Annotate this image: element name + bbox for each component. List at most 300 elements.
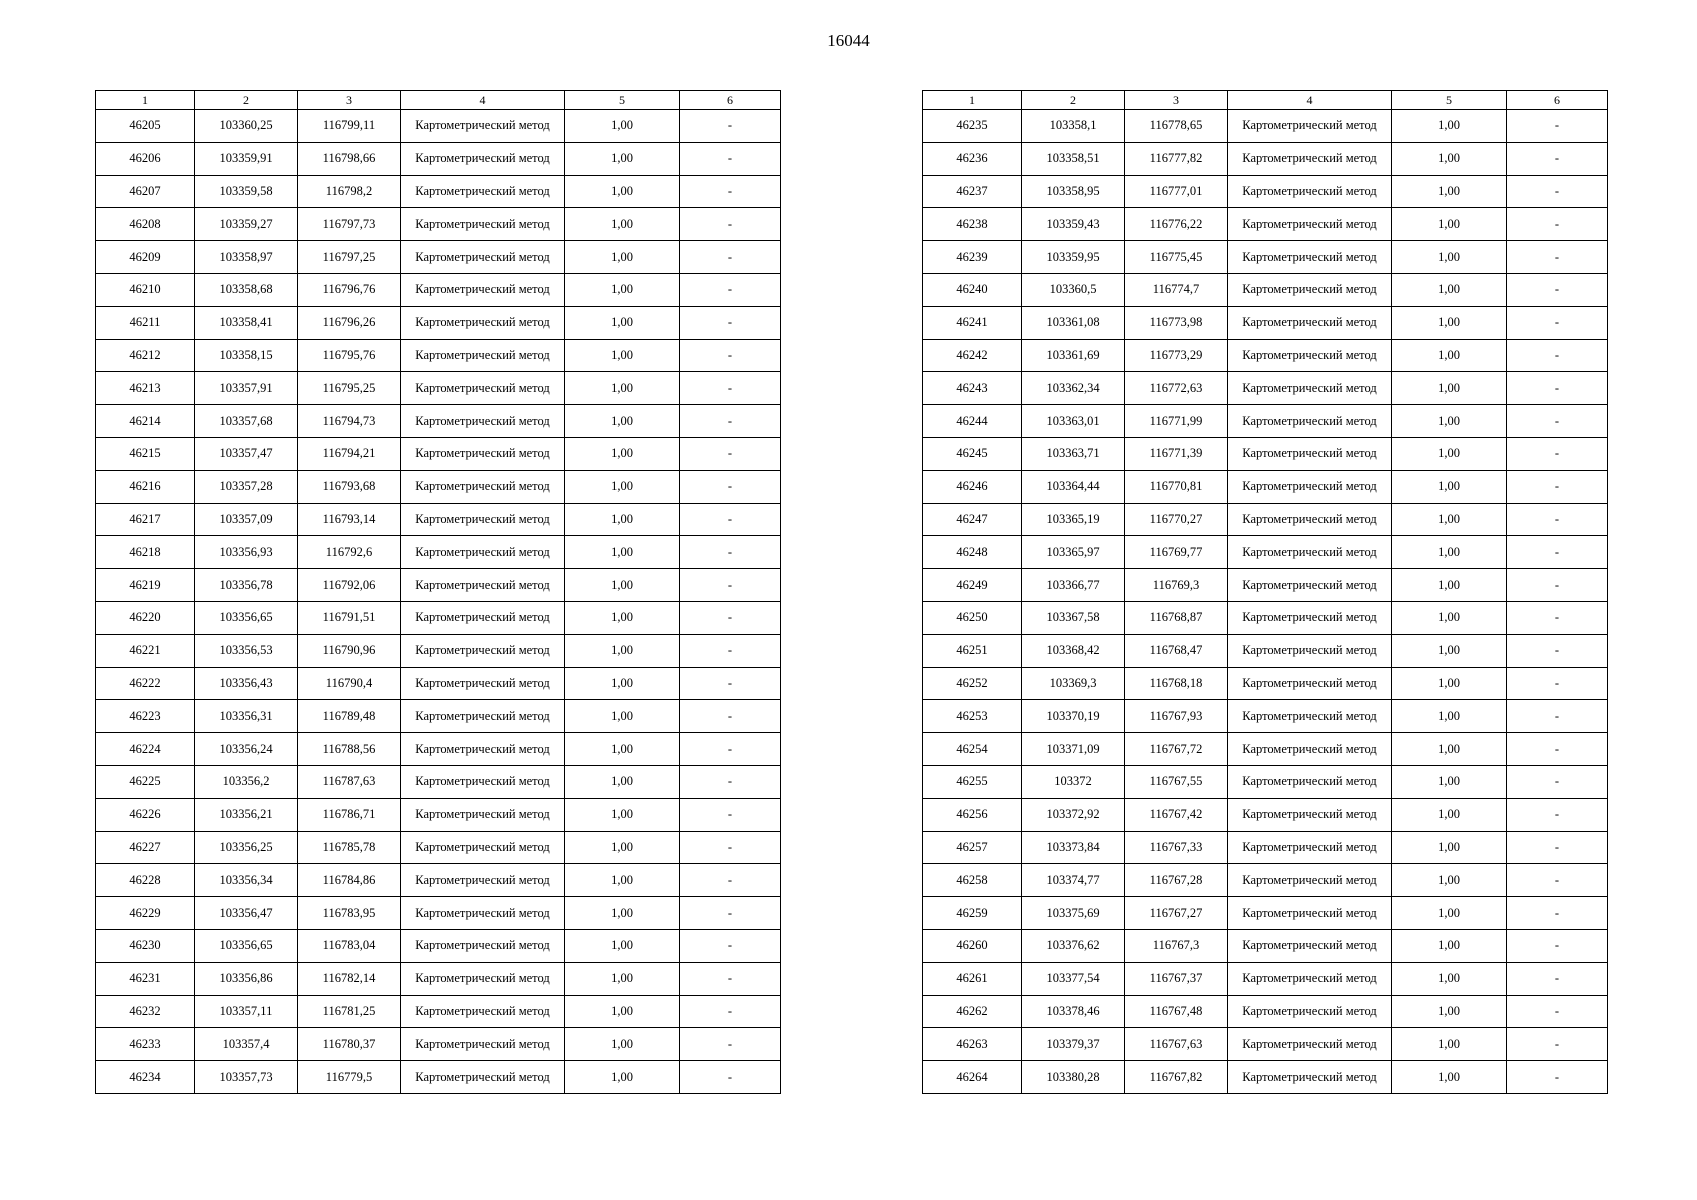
point-number-cell: 46229 [96,897,195,930]
x-coordinate-cell: 103380,28 [1022,1061,1125,1094]
accuracy-cell: 1,00 [565,897,680,930]
table-row [923,110,1608,143]
point-number-cell: 46244 [923,405,1022,438]
table-row [96,339,781,372]
y-coordinate-cell: 116767,93 [1125,700,1228,733]
x-coordinate-cell: 103360,5 [1022,273,1125,306]
point-number-cell: 46205 [96,110,195,143]
point-number-cell: 46219 [96,569,195,602]
column-header-4: 4 [401,91,565,110]
coordinates-table-right [922,90,1608,1094]
x-coordinate-cell: 103363,01 [1022,405,1125,438]
point-number-cell: 46241 [923,306,1022,339]
description-cell: - [1507,1061,1608,1094]
y-coordinate-cell: 116796,76 [298,273,401,306]
y-coordinate-cell: 116777,01 [1125,175,1228,208]
table-row [923,569,1608,602]
x-coordinate-cell: 103372 [1022,765,1125,798]
point-number-cell: 46235 [923,110,1022,143]
accuracy-cell: 1,00 [565,864,680,897]
point-number-cell: 46228 [96,864,195,897]
point-number-cell: 46250 [923,601,1022,634]
accuracy-cell: 1,00 [565,142,680,175]
method-cell: Картометрический метод [1228,273,1392,306]
x-coordinate-cell: 103369,3 [1022,667,1125,700]
point-number-cell: 46249 [923,569,1022,602]
method-cell: Картометрический метод [401,962,565,995]
method-cell: Картометрический метод [401,765,565,798]
point-number-cell: 46232 [96,995,195,1028]
point-number-cell: 46248 [923,536,1022,569]
table-row [96,798,781,831]
x-coordinate-cell: 103357,47 [195,437,298,470]
x-coordinate-cell: 103379,37 [1022,1028,1125,1061]
method-cell: Картометрический метод [401,667,565,700]
description-cell: - [1507,995,1608,1028]
method-cell: Картометрический метод [1228,995,1392,1028]
column-header-1: 1 [96,91,195,110]
table-row [923,241,1608,274]
y-coordinate-cell: 116793,14 [298,503,401,536]
x-coordinate-cell: 103366,77 [1022,569,1125,602]
point-number-cell: 46221 [96,634,195,667]
point-number-cell: 46257 [923,831,1022,864]
table-row [96,208,781,241]
accuracy-cell: 1,00 [1392,142,1507,175]
method-cell: Картометрический метод [1228,831,1392,864]
table-row [923,634,1608,667]
point-number-cell: 46258 [923,864,1022,897]
table-row [96,175,781,208]
y-coordinate-cell: 116767,27 [1125,897,1228,930]
accuracy-cell: 1,00 [565,339,680,372]
description-cell: - [680,306,781,339]
accuracy-cell: 1,00 [1392,831,1507,864]
table-row [923,175,1608,208]
description-cell: - [680,536,781,569]
point-number-cell: 46234 [96,1061,195,1094]
y-coordinate-cell: 116793,68 [298,470,401,503]
accuracy-cell: 1,00 [565,765,680,798]
x-coordinate-cell: 103373,84 [1022,831,1125,864]
y-coordinate-cell: 116792,06 [298,569,401,602]
description-cell: - [680,733,781,766]
x-coordinate-cell: 103367,58 [1022,601,1125,634]
point-number-cell: 46247 [923,503,1022,536]
description-cell: - [680,897,781,930]
x-coordinate-cell: 103358,95 [1022,175,1125,208]
table-row [923,1028,1608,1061]
x-coordinate-cell: 103357,09 [195,503,298,536]
table-row [923,897,1608,930]
point-number-cell: 46223 [96,700,195,733]
description-cell: - [680,864,781,897]
description-cell: - [680,1028,781,1061]
description-cell: - [1507,372,1608,405]
x-coordinate-cell: 103357,68 [195,405,298,438]
x-coordinate-cell: 103356,21 [195,798,298,831]
method-cell: Картометрический метод [401,405,565,438]
description-cell: - [680,437,781,470]
point-number-cell: 46209 [96,241,195,274]
x-coordinate-cell: 103358,15 [195,339,298,372]
y-coordinate-cell: 116791,51 [298,601,401,634]
y-coordinate-cell: 116767,82 [1125,1061,1228,1094]
method-cell: Картометрический метод [1228,962,1392,995]
table-row [923,929,1608,962]
table-row [96,437,781,470]
description-cell: - [680,503,781,536]
y-coordinate-cell: 116780,37 [298,1028,401,1061]
table-row [923,1061,1608,1094]
description-cell: - [680,831,781,864]
accuracy-cell: 1,00 [565,372,680,405]
accuracy-cell: 1,00 [565,306,680,339]
table-row [923,765,1608,798]
table-row [96,142,781,175]
x-coordinate-cell: 103356,65 [195,929,298,962]
table-row [96,995,781,1028]
method-cell: Картометрический метод [401,437,565,470]
method-cell: Картометрический метод [401,1061,565,1094]
table-row [923,405,1608,438]
x-coordinate-cell: 103370,19 [1022,700,1125,733]
method-cell: Картометрический метод [401,339,565,372]
method-cell: Картометрический метод [401,929,565,962]
description-cell: - [1507,536,1608,569]
method-cell: Картометрический метод [1228,241,1392,274]
method-cell: Картометрический метод [401,142,565,175]
accuracy-cell: 1,00 [1392,110,1507,143]
accuracy-cell: 1,00 [565,667,680,700]
method-cell: Картометрический метод [401,601,565,634]
column-header-5: 5 [565,91,680,110]
table-row [96,372,781,405]
description-cell: - [1507,798,1608,831]
accuracy-cell: 1,00 [1392,241,1507,274]
method-cell: Картометрический метод [401,700,565,733]
method-cell: Картометрический метод [1228,1028,1392,1061]
column-header-6: 6 [1507,91,1608,110]
method-cell: Картометрический метод [1228,634,1392,667]
accuracy-cell: 1,00 [565,1028,680,1061]
x-coordinate-cell: 103364,44 [1022,470,1125,503]
method-cell: Картометрический метод [401,536,565,569]
method-cell: Картометрический метод [401,241,565,274]
description-cell: - [1507,405,1608,438]
description-cell: - [1507,864,1608,897]
point-number-cell: 46245 [923,437,1022,470]
method-cell: Картометрический метод [1228,536,1392,569]
accuracy-cell: 1,00 [1392,306,1507,339]
method-cell: Картометрический метод [401,634,565,667]
description-cell: - [1507,962,1608,995]
accuracy-cell: 1,00 [565,470,680,503]
point-number-cell: 46263 [923,1028,1022,1061]
accuracy-cell: 1,00 [565,995,680,1028]
description-cell: - [1507,110,1608,143]
coordinates-table-left [95,90,781,1094]
x-coordinate-cell: 103368,42 [1022,634,1125,667]
description-cell: - [680,175,781,208]
method-cell: Картометрический метод [1228,110,1392,143]
table-row [96,306,781,339]
description-cell: - [1507,831,1608,864]
y-coordinate-cell: 116794,73 [298,405,401,438]
table-row [923,273,1608,306]
description-cell: - [1507,273,1608,306]
accuracy-cell: 1,00 [565,437,680,470]
description-cell: - [680,1061,781,1094]
point-number-cell: 46206 [96,142,195,175]
description-cell: - [680,339,781,372]
method-cell: Картометрический метод [1228,569,1392,602]
x-coordinate-cell: 103356,93 [195,536,298,569]
y-coordinate-cell: 116798,66 [298,142,401,175]
y-coordinate-cell: 116785,78 [298,831,401,864]
accuracy-cell: 1,00 [1392,601,1507,634]
y-coordinate-cell: 116767,33 [1125,831,1228,864]
table-row [96,405,781,438]
accuracy-cell: 1,00 [1392,208,1507,241]
table-row [96,765,781,798]
page-number: 16044 [827,31,870,50]
x-coordinate-cell: 103358,41 [195,306,298,339]
table-header-row [96,91,781,110]
table-row [96,601,781,634]
y-coordinate-cell: 116769,77 [1125,536,1228,569]
table-row [923,372,1608,405]
x-coordinate-cell: 103374,77 [1022,864,1125,897]
description-cell: - [1507,470,1608,503]
y-coordinate-cell: 116796,26 [298,306,401,339]
x-coordinate-cell: 103361,08 [1022,306,1125,339]
point-number-cell: 46212 [96,339,195,372]
accuracy-cell: 1,00 [1392,405,1507,438]
accuracy-cell: 1,00 [1392,733,1507,766]
y-coordinate-cell: 116769,3 [1125,569,1228,602]
y-coordinate-cell: 116774,7 [1125,273,1228,306]
y-coordinate-cell: 116795,25 [298,372,401,405]
point-number-cell: 46231 [96,962,195,995]
method-cell: Картометрический метод [1228,667,1392,700]
point-number-cell: 46227 [96,831,195,864]
accuracy-cell: 1,00 [565,962,680,995]
y-coordinate-cell: 116767,3 [1125,929,1228,962]
y-coordinate-cell: 116788,56 [298,733,401,766]
description-cell: - [1507,208,1608,241]
description-cell: - [1507,503,1608,536]
x-coordinate-cell: 103372,92 [1022,798,1125,831]
method-cell: Картометрический метод [401,175,565,208]
x-coordinate-cell: 103357,4 [195,1028,298,1061]
x-coordinate-cell: 103356,53 [195,634,298,667]
table-row [923,339,1608,372]
accuracy-cell: 1,00 [565,831,680,864]
y-coordinate-cell: 116792,6 [298,536,401,569]
accuracy-cell: 1,00 [1392,536,1507,569]
method-cell: Картометрический метод [401,798,565,831]
point-number-cell: 46253 [923,700,1022,733]
table-row [96,503,781,536]
accuracy-cell: 1,00 [1392,1028,1507,1061]
x-coordinate-cell: 103378,46 [1022,995,1125,1028]
method-cell: Картометрический метод [1228,700,1392,733]
point-number-cell: 46237 [923,175,1022,208]
table-row [96,1028,781,1061]
table-row [96,273,781,306]
x-coordinate-cell: 103356,34 [195,864,298,897]
y-coordinate-cell: 116768,18 [1125,667,1228,700]
y-coordinate-cell: 116771,39 [1125,437,1228,470]
y-coordinate-cell: 116771,99 [1125,405,1228,438]
description-cell: - [1507,897,1608,930]
table-row [923,470,1608,503]
method-cell: Картометрический метод [401,208,565,241]
description-cell: - [1507,634,1608,667]
point-number-cell: 46233 [96,1028,195,1061]
y-coordinate-cell: 116783,04 [298,929,401,962]
table-row [96,470,781,503]
point-number-cell: 46222 [96,667,195,700]
x-coordinate-cell: 103356,78 [195,569,298,602]
method-cell: Картометрический метод [401,995,565,1028]
point-number-cell: 46243 [923,372,1022,405]
y-coordinate-cell: 116799,11 [298,110,401,143]
accuracy-cell: 1,00 [565,634,680,667]
description-cell: - [1507,1028,1608,1061]
y-coordinate-cell: 116784,86 [298,864,401,897]
table-row [923,536,1608,569]
table-row [96,864,781,897]
point-number-cell: 46213 [96,372,195,405]
point-number-cell: 46251 [923,634,1022,667]
method-cell: Картометрический метод [1228,1061,1392,1094]
method-cell: Картометрический метод [401,1028,565,1061]
accuracy-cell: 1,00 [565,536,680,569]
accuracy-cell: 1,00 [565,733,680,766]
x-coordinate-cell: 103356,31 [195,700,298,733]
method-cell: Картометрический метод [401,273,565,306]
accuracy-cell: 1,00 [1392,765,1507,798]
accuracy-cell: 1,00 [565,569,680,602]
column-header-5: 5 [1392,91,1507,110]
method-cell: Картометрический метод [401,569,565,602]
table-row [923,733,1608,766]
method-cell: Картометрический метод [1228,405,1392,438]
accuracy-cell: 1,00 [1392,175,1507,208]
accuracy-cell: 1,00 [565,175,680,208]
description-cell: - [680,962,781,995]
x-coordinate-cell: 103356,65 [195,601,298,634]
x-coordinate-cell: 103356,47 [195,897,298,930]
description-cell: - [680,667,781,700]
description-cell: - [680,110,781,143]
point-number-cell: 46254 [923,733,1022,766]
table-row [923,306,1608,339]
description-cell: - [1507,733,1608,766]
method-cell: Картометрический метод [1228,339,1392,372]
description-cell: - [680,142,781,175]
y-coordinate-cell: 116798,2 [298,175,401,208]
table-row [96,241,781,274]
table-row [923,142,1608,175]
table-row [96,700,781,733]
x-coordinate-cell: 103363,71 [1022,437,1125,470]
y-coordinate-cell: 116790,96 [298,634,401,667]
table-row [923,667,1608,700]
x-coordinate-cell: 103357,28 [195,470,298,503]
table-row [923,208,1608,241]
y-coordinate-cell: 116773,29 [1125,339,1228,372]
y-coordinate-cell: 116767,28 [1125,864,1228,897]
y-coordinate-cell: 116797,73 [298,208,401,241]
y-coordinate-cell: 116795,76 [298,339,401,372]
accuracy-cell: 1,00 [1392,897,1507,930]
accuracy-cell: 1,00 [565,241,680,274]
description-cell: - [680,569,781,602]
description-cell: - [680,700,781,733]
method-cell: Картометрический метод [401,864,565,897]
accuracy-cell: 1,00 [1392,273,1507,306]
accuracy-cell: 1,00 [1392,700,1507,733]
table-row [96,733,781,766]
column-header-3: 3 [298,91,401,110]
point-number-cell: 46259 [923,897,1022,930]
y-coordinate-cell: 116779,5 [298,1061,401,1094]
table-row [923,995,1608,1028]
method-cell: Картометрический метод [1228,733,1392,766]
method-cell: Картометрический метод [401,372,565,405]
description-cell: - [1507,667,1608,700]
method-cell: Картометрический метод [1228,372,1392,405]
x-coordinate-cell: 103375,69 [1022,897,1125,930]
description-cell: - [680,405,781,438]
point-number-cell: 46217 [96,503,195,536]
description-cell: - [1507,929,1608,962]
table-row [96,897,781,930]
description-cell: - [1507,437,1608,470]
point-number-cell: 46207 [96,175,195,208]
column-header-1: 1 [923,91,1022,110]
column-header-3: 3 [1125,91,1228,110]
point-number-cell: 46239 [923,241,1022,274]
table-row [96,929,781,962]
accuracy-cell: 1,00 [565,601,680,634]
accuracy-cell: 1,00 [1392,569,1507,602]
table-row [923,700,1608,733]
description-cell: - [1507,241,1608,274]
point-number-cell: 46208 [96,208,195,241]
point-number-cell: 46242 [923,339,1022,372]
accuracy-cell: 1,00 [1392,339,1507,372]
x-coordinate-cell: 103357,11 [195,995,298,1028]
method-cell: Картометрический метод [401,897,565,930]
y-coordinate-cell: 116768,47 [1125,634,1228,667]
table-row [96,831,781,864]
accuracy-cell: 1,00 [1392,1061,1507,1094]
table-row [923,831,1608,864]
x-coordinate-cell: 103360,25 [195,110,298,143]
accuracy-cell: 1,00 [565,1061,680,1094]
point-number-cell: 46211 [96,306,195,339]
point-number-cell: 46264 [923,1061,1022,1094]
description-cell: - [1507,569,1608,602]
point-number-cell: 46252 [923,667,1022,700]
x-coordinate-cell: 103359,27 [195,208,298,241]
method-cell: Картометрический метод [401,733,565,766]
x-coordinate-cell: 103356,2 [195,765,298,798]
